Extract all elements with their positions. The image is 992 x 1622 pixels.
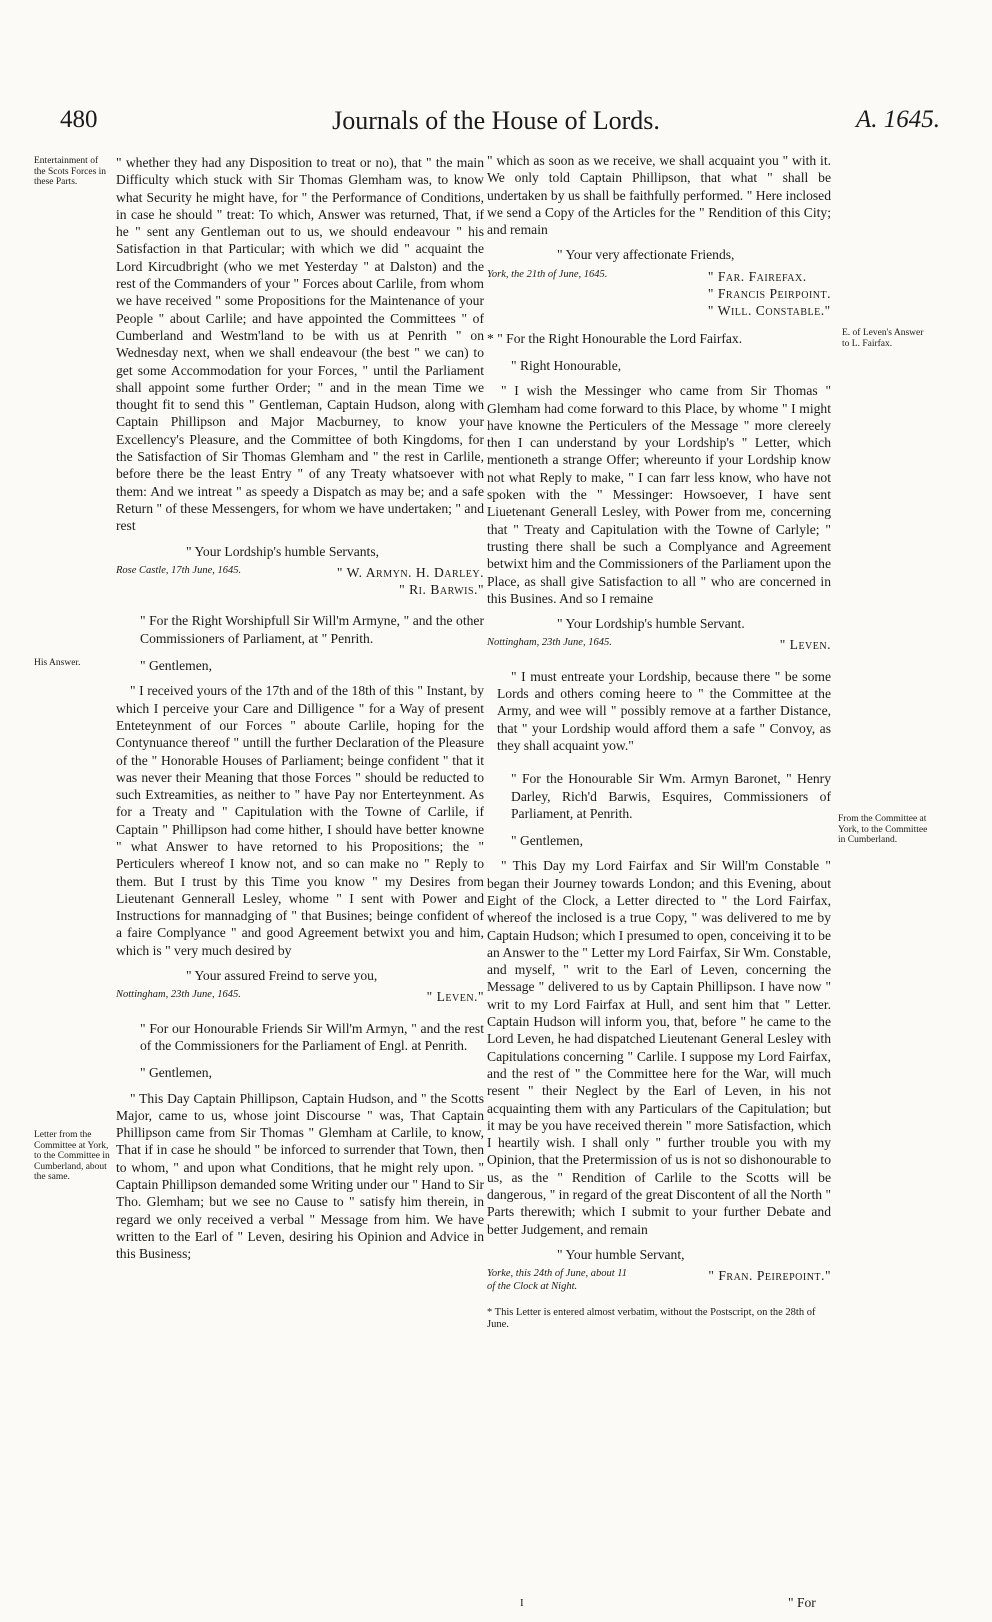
signature-row bbox=[487, 268, 831, 320]
page-title: Journals of the House of Lords. bbox=[332, 106, 660, 135]
letter-date: Nottingham, 23th June, 1645. bbox=[116, 989, 241, 1001]
footnote: * This Letter is entered almost verbatim, without the Postscript, on the 28th of June. bbox=[487, 1307, 816, 1331]
letter-closing: " Your assured Freind to serve you, bbox=[186, 968, 378, 984]
letter-salutation: " Gentlemen, bbox=[140, 658, 212, 674]
signature: " W. Armyn. H. Darley. bbox=[336, 564, 484, 580]
page-year: A. 1645. bbox=[855, 106, 940, 133]
left-column bbox=[116, 154, 484, 1263]
signature-row bbox=[487, 1267, 831, 1293]
paragraph: " whether they had any Disposition to treat or no), that " the main Difficulty which stuck with Sir Thomas Glemham was, to know what Security he might have, for " the Performance of Conditions, in case he should " treat: To which, Answer was returned, That, if he " sent any Gentleman out to us, we should endeavour " his Satisfaction in that Particular; with which we did " acquaint the Lord Kircudbright (who we met Yesterday " at Dalston) and the rest of the Commanders of your " Forces about Carlile, from whom we have received " some Propositions for the Maintenance of your People " about Carlile; and have appointed the Committees " of Cumberland and Westm'land to be with us at Penrith " on Wednesday next, when we shall endeavour (the best " we can) to get some Accommodation for your Forces, " until the Parliament shall appoint some further Order; " and in the mean Time we thought fit to send this " Gentleman, Captain Hudson, along with Captain Phillipson and Major Macburney, to know your Excellency's Pleasure, and the Committee of both Kingdoms, for the Satisfaction of Sir Thomas Glemham and " the rest in Carlile, before there be the least Entry " of any Treaty whatsoever with them: And we intreat " as speedy a Dispatch as may be; and a safe Return " of these Messengers, for whom we have undertaken; " and rest bbox=[116, 155, 484, 534]
paragraph: " I wish the Messinger who came from Sir Thomas " Glemham had come forward to this Place, by whome " I might have knowne the Perticulers of the Message " more clereely then I can understand by your Lordship's " Letter, which mentioneth a strange Offer; whereunto if your Lordship know not what Reply to make, " I can farr less know, who have not spoken with the " Messinger: Howsoever, I have sent Liuetenant Generall Lesley, with Power from me, concerning that " Treaty and Capitulation with the Towne of Carlyle; " trusting there shall be such a Complyance and Agreement betwixt him and the Commissioners of the Parliament upon the Place, as shall give Satisfaction to all " who are concerned in this Busines. And so I remaine bbox=[487, 383, 831, 606]
letter-closing: " Your Lordship's humble Servant. bbox=[557, 616, 745, 632]
signature-mark: I bbox=[520, 1597, 524, 1609]
margin-note-entertainment: Entertainment of the Scots Forces in these Parts. bbox=[34, 156, 107, 187]
letter-address: " For the Right Worshipfull Sir Will'm Armyne, " and the other Commissioners of Parliament, at " Penrith. bbox=[140, 613, 484, 646]
signature: " Leven." bbox=[426, 989, 484, 1005]
letter-signatures bbox=[337, 564, 484, 599]
signature: " Francis Peirpoint. bbox=[707, 286, 831, 302]
signature-row bbox=[116, 564, 484, 599]
paragraph: " I received yours of the 17th and of the 18th of this " Instant, by which I perceive your Care and Dilligence " for a Way of present Enteteynment of our Forces " aboute Carlile, hoping for the Contynuance thereof " untill the further Declaration of the Pleasure of the " Honorable Houses of Parliament; beinge confident " that it was never their Meaning that those Forces " should be reducted to such Extreamities, as neither to " have Pay nor Enterteynment. As for a Treaty and " Capitulation with the Towne of Carlile, if Captain " Phillipson had come hither, I should have better knowne " what Answer to have retorned to his Propositions; the " Perticulers whereof I know not, and so can make no " Reply to them. But I trust by this Time you know " my Desires from Lieutenant Gennerall Lesley, whome " I sent with Power and Instructions for mannadging of " that Busines; beinge confident of a faire Complyance " and good Agreement betwixt you and him, which is " very much desired by bbox=[116, 683, 484, 958]
signature-row bbox=[487, 636, 831, 653]
letter-address: " For our Honourable Friends Sir Will'm Armyn, " and the rest of the Commissioners for the Parliament of Engl. at Penrith. bbox=[140, 1020, 484, 1053]
letter-date: Yorke, this 24th of June, about 11 of the Clock at Night. bbox=[487, 1268, 627, 1293]
signature: " Ri. Barwis." bbox=[399, 582, 484, 598]
signature: " Will. Constable." bbox=[707, 303, 831, 319]
letter-salutation: " Right Honourable, bbox=[511, 357, 622, 373]
right-column bbox=[487, 152, 831, 1331]
paragraph: " which as soon as we receive, we shall acquaint you " with it. We only told Captain Phillipson, that what " shall be undertaken by us shall be faithfully performed. " Here inclosed we send a Copy of the Articles for the " Rendition of this City; and remain bbox=[487, 153, 831, 238]
signature: " Fran. Peirepoint." bbox=[708, 1268, 831, 1284]
signature: " Leven. bbox=[779, 637, 831, 653]
paragraph: " This Day Captain Phillipson, Captain Hudson, and " the Scotts Major, came to us, whose joint Discourse " was, That Captain Phillipson came from Sir Thomas " Glemham at Carlile, to know, That if in case he should " be inforced to surrender that Town, then to whom, " and upon what Conditions, that he might rely upon. " Captain Phillipson demanded some Writing under our " Hand to Sir Tho. Glemham; but we see no Cause to " satisfy him therein, in regard we only received a verbal " Message from him. We have written to the Earl of " Leven, desiring his Opinion and Advice in this Business; bbox=[116, 1090, 484, 1262]
postscript: " I must entreate your Lordship, because there " be some Lords and others coming heere to " the Committee at the Army, and wee will " possibly remove at a farther Distance, that " your Lordship would afford them a safe " Convoy, as they shall acquaint yow." bbox=[497, 668, 831, 753]
signature-row bbox=[116, 988, 484, 1005]
letter-address: * " For the Right Honourable the Lord Fairfax. bbox=[487, 330, 743, 346]
margin-note-letter-from-committee: Letter from the Committee at York, to the Committee in Cumberland, about the same. bbox=[34, 1130, 110, 1182]
page-header bbox=[0, 100, 992, 140]
letter-closing: " Your very affectionate Friends, bbox=[557, 247, 735, 263]
signature: " Far. Fairefax. bbox=[707, 268, 807, 284]
letter-date: Rose Castle, 17th June, 1645. bbox=[116, 564, 242, 576]
catchword: " For bbox=[788, 1595, 816, 1610]
margin-note-leven-answer: E. of Leven's Answer to L. Fairfax. bbox=[842, 328, 924, 349]
letter-signatures bbox=[708, 268, 831, 320]
margin-note-his-answer: His Answer. bbox=[34, 658, 81, 668]
margin-note-from-committee: From the Committee at York, to the Committee in Cumberland. bbox=[838, 814, 928, 845]
letter-salutation: " Gentlemen, bbox=[511, 833, 583, 849]
letter-address: " For the Honourable Sir Wm. Armyn Baronet, " Henry Darley, Rich'd Barwis, Esquires, Commissioners of Parliament, at Penrith. bbox=[511, 771, 831, 821]
page-number: 480 bbox=[60, 106, 98, 133]
paragraph: " This Day my Lord Fairfax and Sir Will'm Constable " began their Journey towards London; and this Evening, about Eight of the Clock, a Letter directed to " the Lord Fairfax, whereof the inclosed is a true Copy, " was delivered to me by Captain Hudson; which I presumed to open, conceiving it to be an Answer to the " Letter my Lord Fairfax, Sir Wm. Constable, and myself, " writ to the Earl of Leven, concerning the Message " delivered to us by Captain Phillipson. I have now " writ to my Lord Fairfax at Hull, and sent him that " Letter. Captain Hudson will inform you, that, before " he came to the Lord Leven, he had dispatched Lieutenant General Lesley with Capitulations concerning " Carlile. I suppose my Lord Fairfax, and the rest of " the Committee here for the War, will much resent " their Neglect by the Earl of Leven, in his not acquainting them with any Particulars of the Capitulation; but it may be you have received therein " more Satisfaction, which I heartily wish. I shall only " further trouble you with my Opinion, that the Pretermission of us is not so dishonourable to us, as the " Rendition of Carlile to the Scotts will be dangerous, " in regard of the great Discontent of all the North " Parts therewith; which I submit to your further Debate and better Judgement, and remain bbox=[487, 858, 831, 1237]
letter-salutation: " Gentlemen, bbox=[140, 1065, 212, 1081]
letter-date: Nottingham, 23th June, 1645. bbox=[487, 637, 612, 649]
letter-date: York, the 21th of June, 1645. bbox=[487, 268, 608, 280]
letter-closing: " Your humble Servant, bbox=[557, 1246, 685, 1262]
letter-closing: " Your Lordship's humble Servants, bbox=[186, 543, 380, 559]
